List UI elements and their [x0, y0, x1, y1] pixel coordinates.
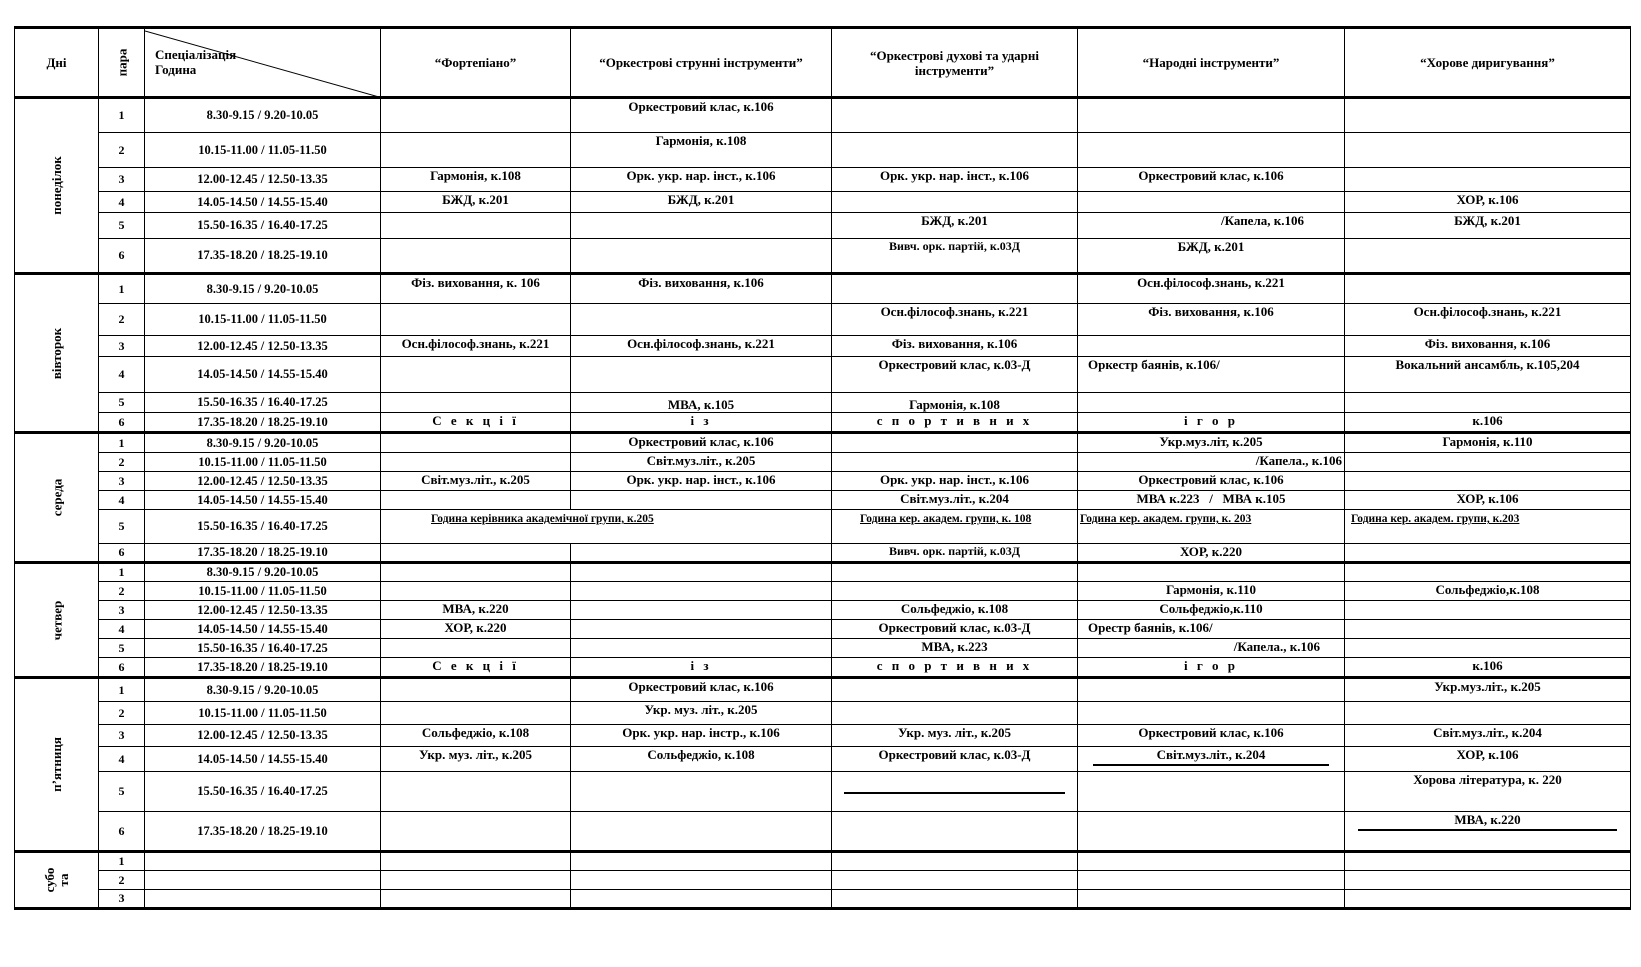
- cell: Осн.філософ.знань, к.221: [1078, 274, 1345, 304]
- cell: Фіз. виховання, к.106: [832, 336, 1078, 357]
- para-num: 1: [99, 678, 145, 702]
- para-num: 2: [99, 453, 145, 472]
- cell: БЖД, к.201: [1345, 213, 1631, 239]
- time-slot: 10.15-11.00 / 11.05-11.50: [145, 702, 381, 725]
- cell: [832, 453, 1078, 472]
- table-row: [15, 357, 1631, 393]
- cell: Світ.муз.літ., к.205: [571, 453, 832, 472]
- cell: [571, 852, 832, 871]
- cell: Сольфеджіо,к.108: [1345, 582, 1631, 601]
- cell: [1345, 620, 1631, 639]
- time-slot: 17.35-18.20 / 18.25-19.10: [145, 544, 381, 563]
- cell: [571, 563, 832, 582]
- cell: [1345, 601, 1631, 620]
- cell: [1345, 274, 1631, 304]
- cell: Сольфеджіо,к.110: [1078, 601, 1345, 620]
- cell: [1345, 168, 1631, 192]
- cell: [832, 678, 1078, 702]
- group-hour-note: Година кер. академ. групи, к. 108: [832, 510, 1078, 544]
- day-tuesday: вівторок: [15, 274, 99, 433]
- cell: [832, 274, 1078, 304]
- para-num: 5: [99, 772, 145, 812]
- sports-sections-word: С е к ц і ї: [381, 658, 571, 678]
- cell: МВА, к.105: [571, 393, 832, 413]
- cell: [381, 491, 571, 510]
- table-row: [15, 453, 1631, 472]
- group-hour-note: Година керівника академічної групи, к.205: [381, 510, 832, 544]
- hour-label: Година: [155, 62, 197, 77]
- cell: Фіз. виховання, к.106: [571, 274, 832, 304]
- time-slot: 17.35-18.20 / 18.25-19.10: [145, 239, 381, 274]
- table-row: [15, 852, 1631, 871]
- day-wednesday: середа: [15, 433, 99, 563]
- day-monday: понеділок: [15, 98, 99, 274]
- col-strings-header: “Оркестрові струнні інструменти”: [571, 28, 832, 98]
- time-slot: 12.00-12.45 / 12.50-13.35: [145, 336, 381, 357]
- cell: [381, 98, 571, 133]
- cell: [381, 213, 571, 239]
- time-slot: 8.30-9.15 / 9.20-10.05: [145, 433, 381, 453]
- cell: [381, 544, 571, 563]
- cell: [381, 563, 571, 582]
- cell: [571, 639, 832, 658]
- cell: [1345, 133, 1631, 168]
- para-num: 3: [99, 725, 145, 747]
- cell: [1078, 563, 1345, 582]
- cell: БЖД, к.201: [571, 192, 832, 213]
- para-header: пара: [99, 28, 145, 98]
- time-slot: 15.50-16.35 / 16.40-17.25: [145, 213, 381, 239]
- cell: Сольфеджіо, к.108: [381, 725, 571, 747]
- para-num: 5: [99, 510, 145, 544]
- cell: [381, 639, 571, 658]
- time-slot: 10.15-11.00 / 11.05-11.50: [145, 133, 381, 168]
- time-slot: 17.35-18.20 / 18.25-19.10: [145, 812, 381, 852]
- cell: [381, 678, 571, 702]
- cell: [571, 871, 832, 890]
- table-row: [15, 747, 1631, 772]
- cell: [381, 133, 571, 168]
- cell: ХОР, к.106: [1345, 491, 1631, 510]
- sports-sections-word: с п о р т и в н и х: [832, 413, 1078, 433]
- cell: [1345, 812, 1631, 852]
- sports-sections-word: і з: [571, 658, 832, 678]
- cell: [571, 239, 832, 274]
- cell: Гармонія, к.108: [381, 168, 571, 192]
- table-row: [15, 678, 1631, 702]
- spec-label: Спеціалізація: [155, 47, 237, 62]
- cell: [571, 491, 832, 510]
- para-num: 6: [99, 544, 145, 563]
- cell: [1345, 890, 1631, 909]
- table-row: [15, 472, 1631, 491]
- para-num: 3: [99, 336, 145, 357]
- time-slot: 12.00-12.45 / 12.50-13.35: [145, 472, 381, 491]
- para-num: 3: [99, 601, 145, 620]
- day-friday: п’ятниця: [15, 678, 99, 852]
- cell: [832, 871, 1078, 890]
- cell: [832, 852, 1078, 871]
- cell: Осн.філософ.знань, к.221: [1345, 304, 1631, 336]
- para-num: 5: [99, 639, 145, 658]
- cell: [1078, 871, 1345, 890]
- cell: Орк. укр. нар. інстр., к.106: [571, 725, 832, 747]
- para-num: 3: [99, 168, 145, 192]
- cell: [1345, 453, 1631, 472]
- cell: Оркестровий клас, к.03-Д: [832, 357, 1078, 393]
- cell: Світ.муз.літ., к.205: [381, 472, 571, 491]
- para-num: 5: [99, 213, 145, 239]
- cell: Укр. муз. літ., к.205: [571, 702, 832, 725]
- cell: ХОР, к.106: [1345, 747, 1631, 772]
- cell: [145, 890, 381, 909]
- cell: [571, 890, 832, 909]
- cell: ХОР, к.220: [381, 620, 571, 639]
- para-num: 6: [99, 812, 145, 852]
- cell: [1345, 563, 1631, 582]
- table-row: [15, 336, 1631, 357]
- spec-hour-header: [145, 28, 381, 98]
- col-choral-header: “Хорове диригування”: [1345, 28, 1631, 98]
- cell: Оркестр баянів, к.106/: [1078, 357, 1345, 393]
- cell: [381, 453, 571, 472]
- time-slot: 10.15-11.00 / 11.05-11.50: [145, 582, 381, 601]
- cell: МВА к.223 / МВА к.105: [1078, 491, 1345, 510]
- cell: [1345, 852, 1631, 871]
- cell: Оркестровий клас, к.106: [1078, 168, 1345, 192]
- cell: [381, 871, 571, 890]
- cell: Орк. укр. нар. інст., к.106: [832, 168, 1078, 192]
- para-num: 1: [99, 852, 145, 871]
- cell: Оркестровий клас, к.106: [571, 678, 832, 702]
- sports-sections-word: с п о р т и в н и х: [832, 658, 1078, 678]
- sports-sections-word: С е к ц і ї: [381, 413, 571, 433]
- para-num: 4: [99, 491, 145, 510]
- cell: МВА, к.223: [832, 639, 1078, 658]
- cell: МВА, к.220: [381, 601, 571, 620]
- cell: [1078, 702, 1345, 725]
- cell: Укр.муз.літ., к.205: [1345, 678, 1631, 702]
- cell: [381, 852, 571, 871]
- cell: [1345, 871, 1631, 890]
- cell: Сольфеджіо, к.108: [832, 601, 1078, 620]
- cell: [381, 890, 571, 909]
- cell: [381, 304, 571, 336]
- cell: Оркестровий клас, к.03-Д: [832, 747, 1078, 772]
- cell: [1078, 133, 1345, 168]
- table-row: [15, 491, 1631, 510]
- table-row: [15, 620, 1631, 639]
- table-row: [15, 563, 1631, 582]
- cell: ХОР, к.106: [1345, 192, 1631, 213]
- col-winds-header: “Оркестрові духові та ударні інструменти”: [832, 28, 1078, 98]
- table-row: [15, 544, 1631, 563]
- cell: Орк. укр. нар. інст., к.106: [832, 472, 1078, 491]
- para-num: 6: [99, 413, 145, 433]
- para-num: 1: [99, 98, 145, 133]
- para-num: 2: [99, 582, 145, 601]
- time-slot: 14.05-14.50 / 14.55-15.40: [145, 620, 381, 639]
- time-slot: 14.05-14.50 / 14.55-15.40: [145, 491, 381, 510]
- cell: [1345, 393, 1631, 413]
- table-row: [15, 213, 1631, 239]
- cell-text: Світ.муз.літ., к.204: [1156, 747, 1266, 762]
- cell: БЖД, к.201: [381, 192, 571, 213]
- cell: Гармонія, к.108: [571, 133, 832, 168]
- cell: БЖД, к.201: [832, 213, 1078, 239]
- cell: Укр. муз. літ., к.205: [832, 725, 1078, 747]
- cell: [145, 871, 381, 890]
- table-row: [15, 393, 1631, 413]
- para-num: 4: [99, 620, 145, 639]
- table-row: [15, 98, 1631, 133]
- cell: /Капела, к.106: [1078, 213, 1345, 239]
- cell: [145, 852, 381, 871]
- cell: [1078, 393, 1345, 413]
- para-num: 6: [99, 239, 145, 274]
- cell: [571, 544, 832, 563]
- cell: [1078, 772, 1345, 812]
- cell: Оркестровий клас, к.106: [571, 98, 832, 133]
- table-row: [15, 168, 1631, 192]
- cell: [381, 772, 571, 812]
- cell: [1078, 98, 1345, 133]
- table-row: [15, 658, 1631, 678]
- time-slot: 12.00-12.45 / 12.50-13.35: [145, 725, 381, 747]
- sports-sections-word: і з: [571, 413, 832, 433]
- cell: Орк. укр. нар. інст., к.106: [571, 472, 832, 491]
- cell: [832, 890, 1078, 909]
- para-num: 3: [99, 890, 145, 909]
- cell: [381, 702, 571, 725]
- cell: Сольфеджіо, к.108: [571, 747, 832, 772]
- cell: Світ.муз.літ., к.204: [832, 491, 1078, 510]
- cell: /Капела., к.106: [1078, 453, 1345, 472]
- cell: /Капела., к.106: [1078, 639, 1345, 658]
- time-slot: 10.15-11.00 / 11.05-11.50: [145, 453, 381, 472]
- cell: [1078, 812, 1345, 852]
- sports-sections-word: к.106: [1345, 658, 1631, 678]
- underline-mark: [1093, 764, 1329, 766]
- table-row: [15, 274, 1631, 304]
- table-row: [15, 133, 1631, 168]
- time-slot: 15.50-16.35 / 16.40-17.25: [145, 772, 381, 812]
- time-slot: 8.30-9.15 / 9.20-10.05: [145, 678, 381, 702]
- para-num: 2: [99, 304, 145, 336]
- cell: [1078, 336, 1345, 357]
- para-num: 4: [99, 747, 145, 772]
- sports-sections-word: к.106: [1345, 413, 1631, 433]
- table-row: [15, 433, 1631, 453]
- table-row: [15, 239, 1631, 274]
- time-slot: 14.05-14.50 / 14.55-15.40: [145, 747, 381, 772]
- cell: [1078, 747, 1345, 772]
- cell: [1345, 98, 1631, 133]
- para-num: 3: [99, 472, 145, 491]
- schedule-table: [14, 26, 1631, 910]
- cell-text: МВА, к.220: [1454, 812, 1521, 827]
- para-num: 2: [99, 871, 145, 890]
- cell: Оркестровий клас, к.106: [1078, 472, 1345, 491]
- cell: Оркестровий клас, к.106: [1078, 725, 1345, 747]
- table-row: [15, 582, 1631, 601]
- cell: Гармонія, к.110: [1078, 582, 1345, 601]
- time-slot: 15.50-16.35 / 16.40-17.25: [145, 393, 381, 413]
- cell: [381, 582, 571, 601]
- para-num: 4: [99, 357, 145, 393]
- cell: [1078, 678, 1345, 702]
- table-row: [15, 192, 1631, 213]
- cell: [832, 812, 1078, 852]
- cell: [571, 601, 832, 620]
- col-piano-header: “Фортепіано”: [381, 28, 571, 98]
- cell: [832, 192, 1078, 213]
- time-slot: 15.50-16.35 / 16.40-17.25: [145, 510, 381, 544]
- underline-mark: [844, 792, 1066, 794]
- para-num: 4: [99, 192, 145, 213]
- cell: [571, 213, 832, 239]
- table-row: [15, 413, 1631, 433]
- cell: [571, 812, 832, 852]
- cell: [1078, 852, 1345, 871]
- cell: [381, 812, 571, 852]
- cell: [571, 582, 832, 601]
- cell: [832, 563, 1078, 582]
- cell: [571, 304, 832, 336]
- cell: Гармонія, к.108: [832, 393, 1078, 413]
- cell: Укр. муз. літ., к.205: [381, 747, 571, 772]
- para-num: 2: [99, 702, 145, 725]
- table-row: [15, 890, 1631, 909]
- cell: Вокальний ансамбль, к.105,204: [1345, 357, 1631, 393]
- para-num: 5: [99, 393, 145, 413]
- sports-sections-word: і г о р: [1078, 658, 1345, 678]
- col-folk-header: “Народні інструменти”: [1078, 28, 1345, 98]
- table-row: [15, 725, 1631, 747]
- para-num: 1: [99, 433, 145, 453]
- cell: Вивч. орк. партій, к.03Д: [832, 239, 1078, 274]
- cell: Осн.філософ.знань, к.221: [571, 336, 832, 357]
- cell: Хорова література, к. 220: [1345, 772, 1631, 812]
- time-slot: 17.35-18.20 / 18.25-19.10: [145, 413, 381, 433]
- cell: [1345, 544, 1631, 563]
- day-thursday: четвер: [15, 563, 99, 678]
- underline-mark: [1358, 829, 1617, 831]
- time-slot: 8.30-9.15 / 9.20-10.05: [145, 98, 381, 133]
- time-slot: 14.05-14.50 / 14.55-15.40: [145, 192, 381, 213]
- sports-sections-word: і г о р: [1078, 413, 1345, 433]
- cell: Світ.муз.літ., к.204: [1345, 725, 1631, 747]
- table-row: [15, 510, 1631, 544]
- time-slot: 12.00-12.45 / 12.50-13.35: [145, 601, 381, 620]
- cell: Фіз. виховання, к.106: [1345, 336, 1631, 357]
- para-num: 2: [99, 133, 145, 168]
- time-slot: 15.50-16.35 / 16.40-17.25: [145, 639, 381, 658]
- time-slot: 17.35-18.20 / 18.25-19.10: [145, 658, 381, 678]
- cell: [1078, 890, 1345, 909]
- cell: БЖД, к.201: [1078, 239, 1345, 274]
- cell: [381, 239, 571, 274]
- time-slot: 12.00-12.45 / 12.50-13.35: [145, 168, 381, 192]
- cell: [832, 702, 1078, 725]
- cell: ХОР, к.220: [1078, 544, 1345, 563]
- cell: Укр.муз.літ, к.205: [1078, 433, 1345, 453]
- cell: [1345, 702, 1631, 725]
- cell: [1078, 192, 1345, 213]
- group-hour-note: Година кер. академ. групи, к. 203: [1078, 510, 1345, 544]
- table-row: [15, 639, 1631, 658]
- cell: Орк. укр. нар. інст., к.106: [571, 168, 832, 192]
- table-row: [15, 772, 1631, 812]
- time-slot: 8.30-9.15 / 9.20-10.05: [145, 563, 381, 582]
- cell: [381, 357, 571, 393]
- cell: [832, 433, 1078, 453]
- table-row: [15, 812, 1631, 852]
- para-num: 6: [99, 658, 145, 678]
- cell: Фіз. виховання, к. 106: [381, 274, 571, 304]
- table-row: [15, 304, 1631, 336]
- cell: Вивч. орк. партій, к.03Д: [832, 544, 1078, 563]
- cell: [832, 582, 1078, 601]
- cell: [832, 133, 1078, 168]
- cell: Гармонія, к.110: [1345, 433, 1631, 453]
- cell: Орестр баянів, к.106/: [1078, 620, 1345, 639]
- cell: [832, 772, 1078, 812]
- para-num: 1: [99, 274, 145, 304]
- time-slot: 8.30-9.15 / 9.20-10.05: [145, 274, 381, 304]
- cell: [832, 98, 1078, 133]
- cell: [381, 433, 571, 453]
- cell: Оркестровий клас, к.03-Д: [832, 620, 1078, 639]
- table-row: [15, 702, 1631, 725]
- group-hour-note: Година кер. академ. групи, к.203: [1345, 510, 1631, 544]
- cell: Фіз. виховання, к.106: [1078, 304, 1345, 336]
- cell: [1345, 239, 1631, 274]
- cell: Оркестровий клас, к.106: [571, 433, 832, 453]
- day-saturday: субо та: [15, 852, 99, 909]
- cell: Осн.філософ.знань, к.221: [832, 304, 1078, 336]
- cell: [1345, 639, 1631, 658]
- days-header: Дні: [15, 28, 99, 98]
- cell: [571, 357, 832, 393]
- table-row: [15, 601, 1631, 620]
- cell: [1345, 472, 1631, 491]
- time-slot: 14.05-14.50 / 14.55-15.40: [145, 357, 381, 393]
- header-row: [15, 28, 1631, 98]
- cell: [571, 772, 832, 812]
- time-slot: 10.15-11.00 / 11.05-11.50: [145, 304, 381, 336]
- table-row: [15, 871, 1631, 890]
- para-num: 1: [99, 563, 145, 582]
- cell: Осн.філософ.знань, к.221: [381, 336, 571, 357]
- cell: [381, 393, 571, 413]
- cell: [571, 620, 832, 639]
